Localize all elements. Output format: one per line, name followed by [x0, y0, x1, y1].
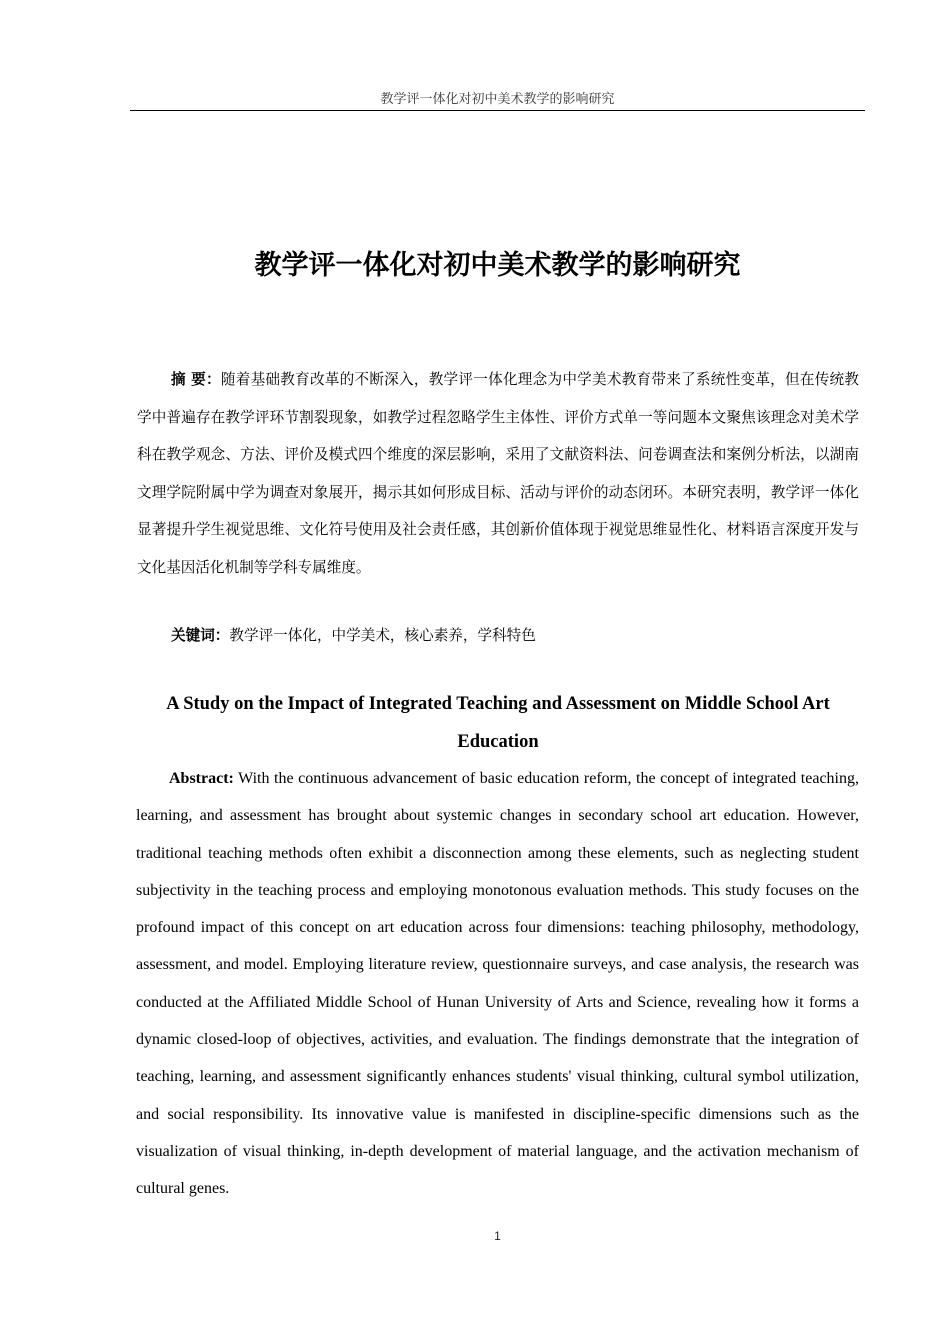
- keywords-cn-text: 教学评一体化，中学美术，核心素养，学科特色: [229, 627, 536, 644]
- abstract-cn-label: 摘 要：: [171, 371, 221, 388]
- abstract-en-text: With the continuous advancement of basic education reform, the concept of integrated teaching, learning, and assessment has brought about systemic changes in secondary school art education. However, traditional teaching methods often exhibit a disconnection among these elements, such as neglecting student subjectivity in the teaching process and employing monotonous evaluation methods. This study focuses on the profound impact of this concept on art education across four dimensions: teaching philosophy, methodology, assessment, and model. Employing literature review, questionnaire surveys, and case analysis, the research was conducted at the Affiliated Middle School of Hunan University of Arts and Science, revealing how it forms a dynamic closed-loop of objectives, activities, and evaluation. The findings demonstrate that the integration of teaching, learning, and assessment significantly enhances students' visual thinking, cultural symbol utilization, and social responsibility. Its innovative value is manifested in discipline-specific dimensions such as the visualization of visual thinking, in-depth development of material language, and the activation mechanism of cultural genes.: [136, 770, 859, 1198]
- paper-title-cn: 教学评一体化对初中美术教学的影响研究: [254, 250, 741, 282]
- abstract-cn: [137, 361, 859, 586]
- running-header: 教学评一体化对初中美术教学的影响研究: [380, 92, 615, 107]
- header-rule: [130, 110, 865, 111]
- abstract-cn-text: 随着基础教育改革的不断深入，教学评一体化理念为中学美术教育带来了系统性变革，但在传统教学中普遍存在教学评环节割裂现象，如教学过程忽略学生主体性、评价方式单一等问题本文聚焦该理念对美术学科在教学观念、方法、评价及模式四个维度的深层影响，采用了文献资料法、问卷调查法和案例分析法，以湖南文理学院附属中学为调查对象展开，揭示其如何形成目标、活动与评价的动态闭环。本研究表明，教学评一体化显著提升学生视觉思维、文化符号使用及社会责任感，其创新价值体现于视觉思维显性化、材料语言深度开发与文化基因活化机制等学科专属维度。: [137, 371, 859, 576]
- page-number: 1: [494, 1229, 501, 1243]
- abstract-en: [136, 760, 859, 1208]
- paper-title-en: A Study on the Impact of Integrated Teaching and Assessment on Middle School Art Education: [166, 694, 830, 752]
- abstract-en-label: Abstract:: [169, 770, 234, 787]
- keywords-cn: [137, 617, 859, 655]
- keywords-cn-label: 关键词：: [171, 627, 230, 644]
